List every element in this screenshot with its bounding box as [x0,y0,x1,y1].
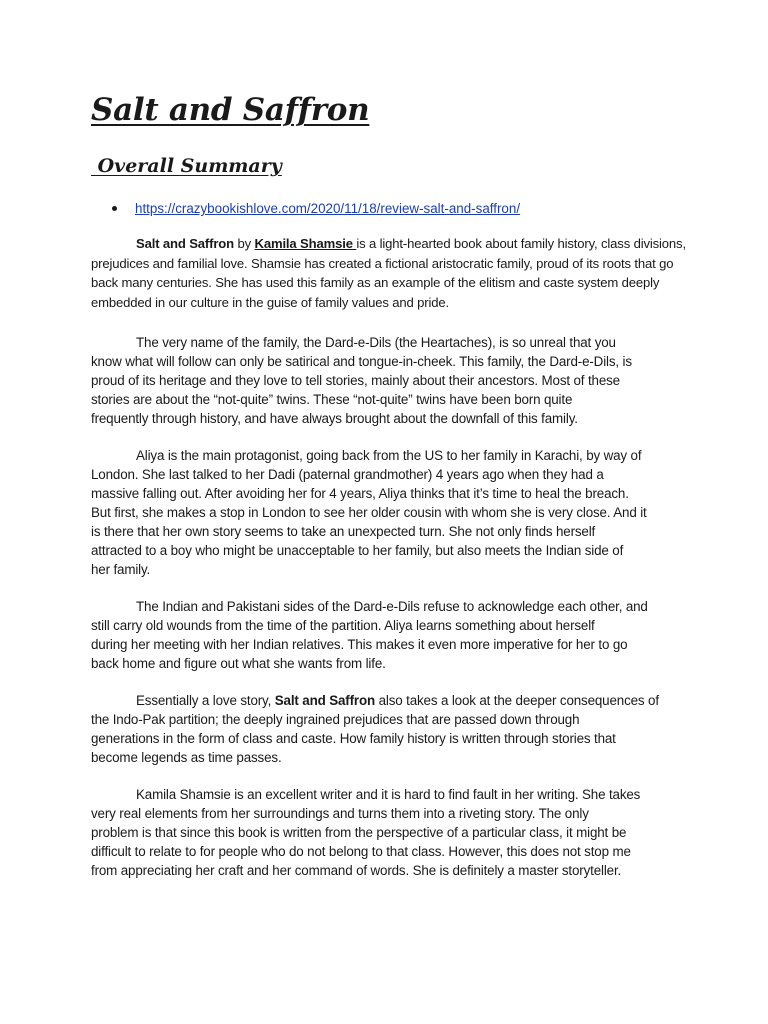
text-fragment: Essentially a love story, [136,693,275,708]
document-title: Salt and Saffron [91,92,370,128]
text-line: very real elements from her surroundings and turns them into a riveting story. The only [91,806,589,821]
text-line: know what will follow can only be satirical and tongue-in-cheek. This family, the Dard-e-Dils, is [91,354,632,369]
bullet-icon [112,206,117,211]
text-fragment: also takes a look at the deeper consequences of [375,693,659,708]
text-line: back many centuries. She has used this family as an example of the elitism and caste system deeply [91,275,660,291]
text-line: embedded in our culture in the guise of family values and pride. [91,295,449,311]
list-item [114,200,520,218]
paragraph-author-review [91,785,691,880]
paragraph-partition [91,597,691,673]
paragraph-protagonist [91,446,691,579]
text-line: stories are about the “not-quite” twins. These “not-quite” twins have been born quite [91,392,573,407]
paragraph-family-name [91,333,691,428]
text-line: generations in the form of class and caste. How family history is written through stories that [91,731,616,746]
text-fragment: by [234,236,255,251]
text-line: London. She last talked to her Dadi (paternal grandmother) 4 years ago when they had a [91,467,604,482]
text-line: Kamila Shamsie is an excellent writer and it is hard to find fault in her writing. She takes [136,787,641,802]
text-line: The Indian and Pakistani sides of the Dard-e-Dils refuse to acknowledge each other, and [136,599,648,614]
text-line: Aliya is the main protagonist, going back from the US to her family in Karachi, by way of [136,448,642,463]
text-line: still carry old wounds from the time of the partition. Aliya learns something about herself [91,618,595,633]
text-line [91,234,691,254]
text-line: difficult to relate to for people who do not belong to that class. However, this does not stop me [91,844,631,859]
text-line: proud of its heritage and they love to tell stories, mainly about their ancestors. Most of these [91,373,620,388]
paragraph-love-story [91,691,691,767]
text-line: But first, she makes a stop in London to see her older cousin with whom she is very close. And it [91,505,647,520]
text-line: become legends as time passes. [91,750,282,765]
text-line: The very name of the family, the Dard-e-Dils (the Heartaches), is so unreal that you [136,335,616,350]
text-line: the Indo-Pak partition; the deeply ingrained prejudices that are passed down through [91,712,580,727]
book-title-bold: Salt and Saffron [136,236,234,251]
paragraph-intro [91,234,691,313]
text-line [91,691,691,710]
author-name: Kamila Shamsie [254,236,357,251]
text-fragment: is a light-hearted book about family history, class divisions, [356,236,686,251]
text-line: attracted to a boy who might be unacceptable to her family, but also meets the Indian side of [91,543,624,558]
text-line: is there that her own story seems to take an unexpected turn. She not only finds herself [91,524,596,539]
link-list [114,200,520,218]
text-line: from appreciating her craft and her command of words. She is definitely a master storyteller. [91,863,622,878]
book-title-bold: Salt and Saffron [274,693,376,708]
text-line: during her meeting with her Indian relatives. This makes it even more imperative for her to go [91,637,628,652]
text-line: back home and figure out what she wants from life. [91,656,386,671]
text-line: her family. [91,562,151,577]
text-line: frequently through history, and have always brought about the downfall of this family. [91,411,578,426]
review-link[interactable]: https://crazybookishlove.com/2020/11/18/review-salt-and-saffron/ [135,201,521,216]
text-line: prejudices and familial love. Shamsie has created a fictional aristocratic family, proud of its roots that go [91,255,674,271]
text-line: massive falling out. After avoiding her for 4 years, Aliya thinks that it’s time to heal the breach. [91,486,629,501]
section-heading: Overall Summary [91,155,282,177]
text-line: problem is that since this book is written from the perspective of a particular class, it might be [91,825,627,840]
